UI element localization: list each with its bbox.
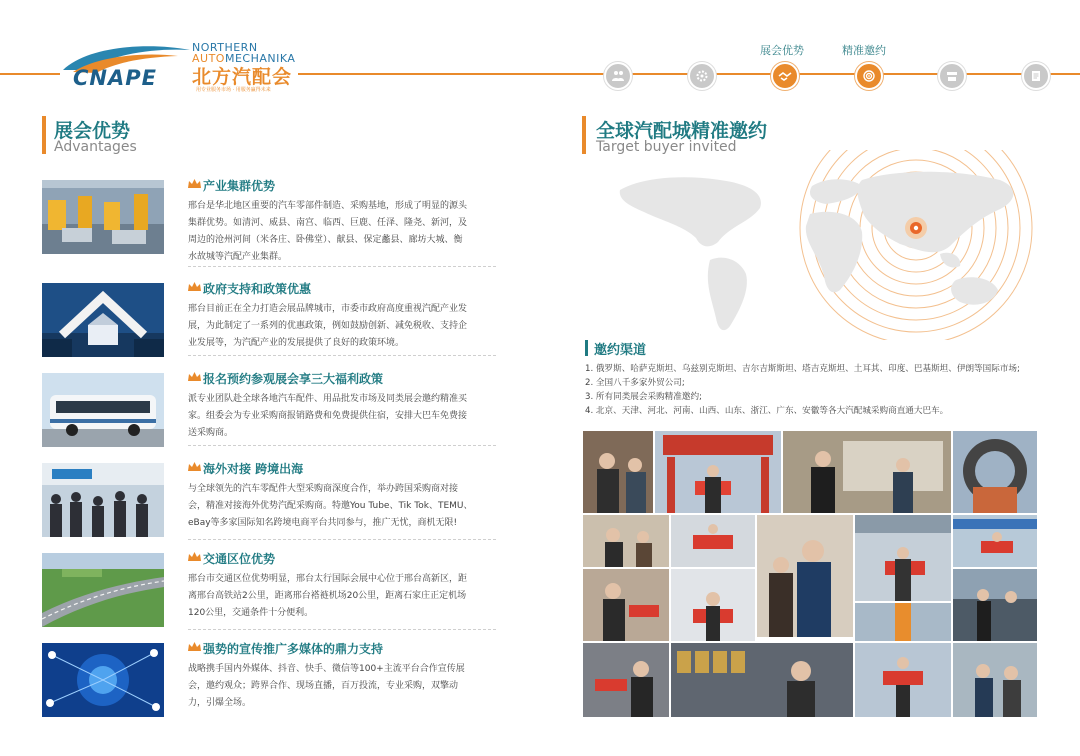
collage-photo: [855, 643, 951, 717]
nav-label-invitation[interactable]: 精准邀约: [842, 44, 886, 57]
collage-photo: [583, 515, 669, 567]
text-line: 离邢台高铁站2公里，距离邢台褡裢机场20公里，距离石家庄正定机场: [188, 591, 467, 601]
collage-photo: [671, 643, 853, 717]
section-accent-bar: [582, 116, 586, 154]
channels-accent-bar: [585, 340, 588, 356]
channel-item: 4. 北京、天津、河北、河南、山西、山东、浙江、广东、安徽等各大汽配城采购商直通大巴车。: [585, 406, 949, 416]
text-line: 家。组委会为专业采购商报销路费和免费提供住宿，安排大巴车免费接: [188, 411, 468, 421]
crown-icon: [188, 552, 201, 562]
divider: [188, 266, 496, 267]
advantage-text: [188, 391, 498, 442]
header-line-left: [0, 73, 60, 75]
text-line: 邢台目前正在全力打造会展品牌城市，市委市政府高度重视汽配产业发: [188, 304, 468, 314]
divider: [188, 629, 496, 630]
text-line: 送采购商。: [188, 428, 234, 438]
divider: [188, 539, 496, 540]
logo-auto: AUTO: [192, 52, 225, 65]
world-map: [600, 150, 1060, 340]
logo-brand: CNAPE: [73, 66, 157, 90]
channels-title: 邀约渠道: [594, 343, 647, 358]
collage-photo: [855, 515, 951, 601]
advantage-title: 产业集群优势: [203, 179, 276, 193]
highway-photo: [42, 553, 164, 627]
bus-photo: [42, 373, 164, 447]
collage-photo: [953, 431, 1037, 513]
gear-icon[interactable]: [688, 62, 716, 90]
text-line: 周边的沧州河间（米各庄、卧佛堂）、献县、保定蠡县、廊坊大城、衡: [188, 235, 463, 245]
text-line: 会，邀约观众；跨界合作、现场直播，百万投流，专业采购，双擎动: [188, 681, 459, 691]
crown-icon: [188, 642, 201, 652]
logo-english-line1: NORTHERN: [192, 41, 258, 54]
text-line: 派专业团队赴全球各地汽车配件、用品批发市场及同类展会邀约精准买: [188, 394, 468, 404]
advantage-item-overseas: [40, 463, 500, 543]
continents: [620, 172, 1014, 330]
crown-icon: [188, 179, 201, 189]
crown-icon: [188, 462, 201, 472]
collage-photo: [583, 643, 669, 717]
logo-slogan: 用专业服务市场 · 用服务赢得未来: [196, 87, 271, 93]
divider: [188, 355, 496, 356]
advantage-item-benefits: [40, 373, 500, 453]
crown-icon: [188, 282, 201, 292]
advantage-item-government: [40, 283, 500, 363]
advantage-item-industry: [40, 180, 500, 260]
crown-icon: [188, 372, 201, 382]
advantage-title: 交通区位优势: [203, 552, 276, 566]
channels-list: [585, 362, 1055, 418]
text-line: 业发展等，为汽配产业的发展提供了良好的政策环境。: [188, 338, 405, 348]
text-line: 展，为此制定了一系列的优惠政策，例如鼓励创新、减免税收、支持企: [188, 321, 468, 331]
section-subtitle: Target buyer invited: [596, 139, 737, 155]
text-line: 邢台市交通区位优势明显，邢台太行国际会展中心位于邢台高新区，距: [188, 574, 468, 584]
collage-photo: [855, 603, 951, 641]
page-title: 展会优势: [54, 120, 131, 142]
advantage-text: [188, 661, 498, 712]
channel-item: 3. 所有同类展会采购精准邀约;: [585, 392, 702, 402]
section-title: 全球汽配城精准邀约: [596, 120, 768, 142]
channel-item: 2. 全国八千多家外贸公司;: [585, 378, 685, 388]
text-line: eBay等多家国际知名跨境电商平台共同参与，推广无忧，商机无限!: [188, 518, 458, 528]
collage-photo: [953, 569, 1037, 641]
advantage-text: [188, 301, 498, 352]
handshake-icon[interactable]: [771, 62, 799, 90]
advantage-item-media: [40, 643, 500, 723]
people-icon[interactable]: [604, 62, 632, 90]
collage-photo: [583, 431, 653, 513]
text-line: 水故城等汽配产业集群。: [188, 252, 288, 262]
advantage-text: [188, 198, 498, 266]
media-network-photo: [42, 643, 164, 717]
advantage-text: [188, 481, 498, 532]
text-line: 会，精准对接海外优势汽配采购商。特邀You Tube、Tik Tok、TEMU、: [188, 501, 473, 511]
text-line: 战略携手国内外媒体、抖音、快手、微信等100+主流平台合作宣传展: [188, 664, 465, 674]
text-line: 与全球领先的汽车零配件大型采购商深度合作，举办跨国采购商对接: [188, 484, 459, 494]
collage-photo: [953, 643, 1037, 717]
document-icon[interactable]: [1022, 62, 1050, 90]
text-line: 邢台是华北地区重要的汽车零部件制造、采购基地，形成了明显的源头: [188, 201, 468, 211]
collage-photo: [783, 431, 951, 513]
advantage-text: [188, 571, 498, 622]
hands-house-photo: [42, 283, 164, 357]
text-line: 集群优势。如清河、威县、南宫、临西、巨鹿、任泽、隆尧、新河，及: [188, 218, 468, 228]
location-marker-center: [914, 226, 918, 230]
service-icon[interactable]: [938, 62, 966, 90]
logo-mechanika: MECHANIKA: [224, 52, 296, 65]
logo-chinese-name: 北方汽配会: [192, 66, 293, 88]
collage-photo: [757, 515, 853, 637]
advantage-item-transport: [40, 553, 500, 633]
advantage-title: 政府支持和政策优惠: [203, 282, 312, 296]
factory-photo: [42, 180, 164, 254]
nav-label-advantages[interactable]: 展会优势: [760, 44, 804, 57]
page-subtitle: Advantages: [54, 139, 137, 155]
collage-photo: [583, 569, 669, 641]
advantage-title: 海外对接 跨境出海: [203, 462, 304, 476]
collage-photo: [671, 569, 755, 641]
divider: [188, 445, 496, 446]
target-icon[interactable]: [855, 62, 883, 90]
crowd-photo: [42, 463, 164, 537]
collage-photo: [655, 431, 781, 513]
section-accent-bar: [42, 116, 46, 154]
advantage-title: 强势的宣传推广多媒体的鼎力支持: [203, 642, 384, 656]
text-line: 力，引爆全场。: [188, 698, 252, 708]
collage-photo: [671, 515, 755, 567]
advantage-title: 报名预约参观展会享三大福利政策: [203, 372, 384, 386]
collage-photo: [953, 515, 1037, 567]
text-line: 120公里，交通条件十分便利。: [188, 608, 314, 618]
channel-item: 1. 俄罗斯、哈萨克斯坦、乌兹别克斯坦、吉尔吉斯斯坦、塔吉克斯坦、土耳其、印度、巴基斯坦、伊朗等国际市场;: [585, 364, 1020, 374]
